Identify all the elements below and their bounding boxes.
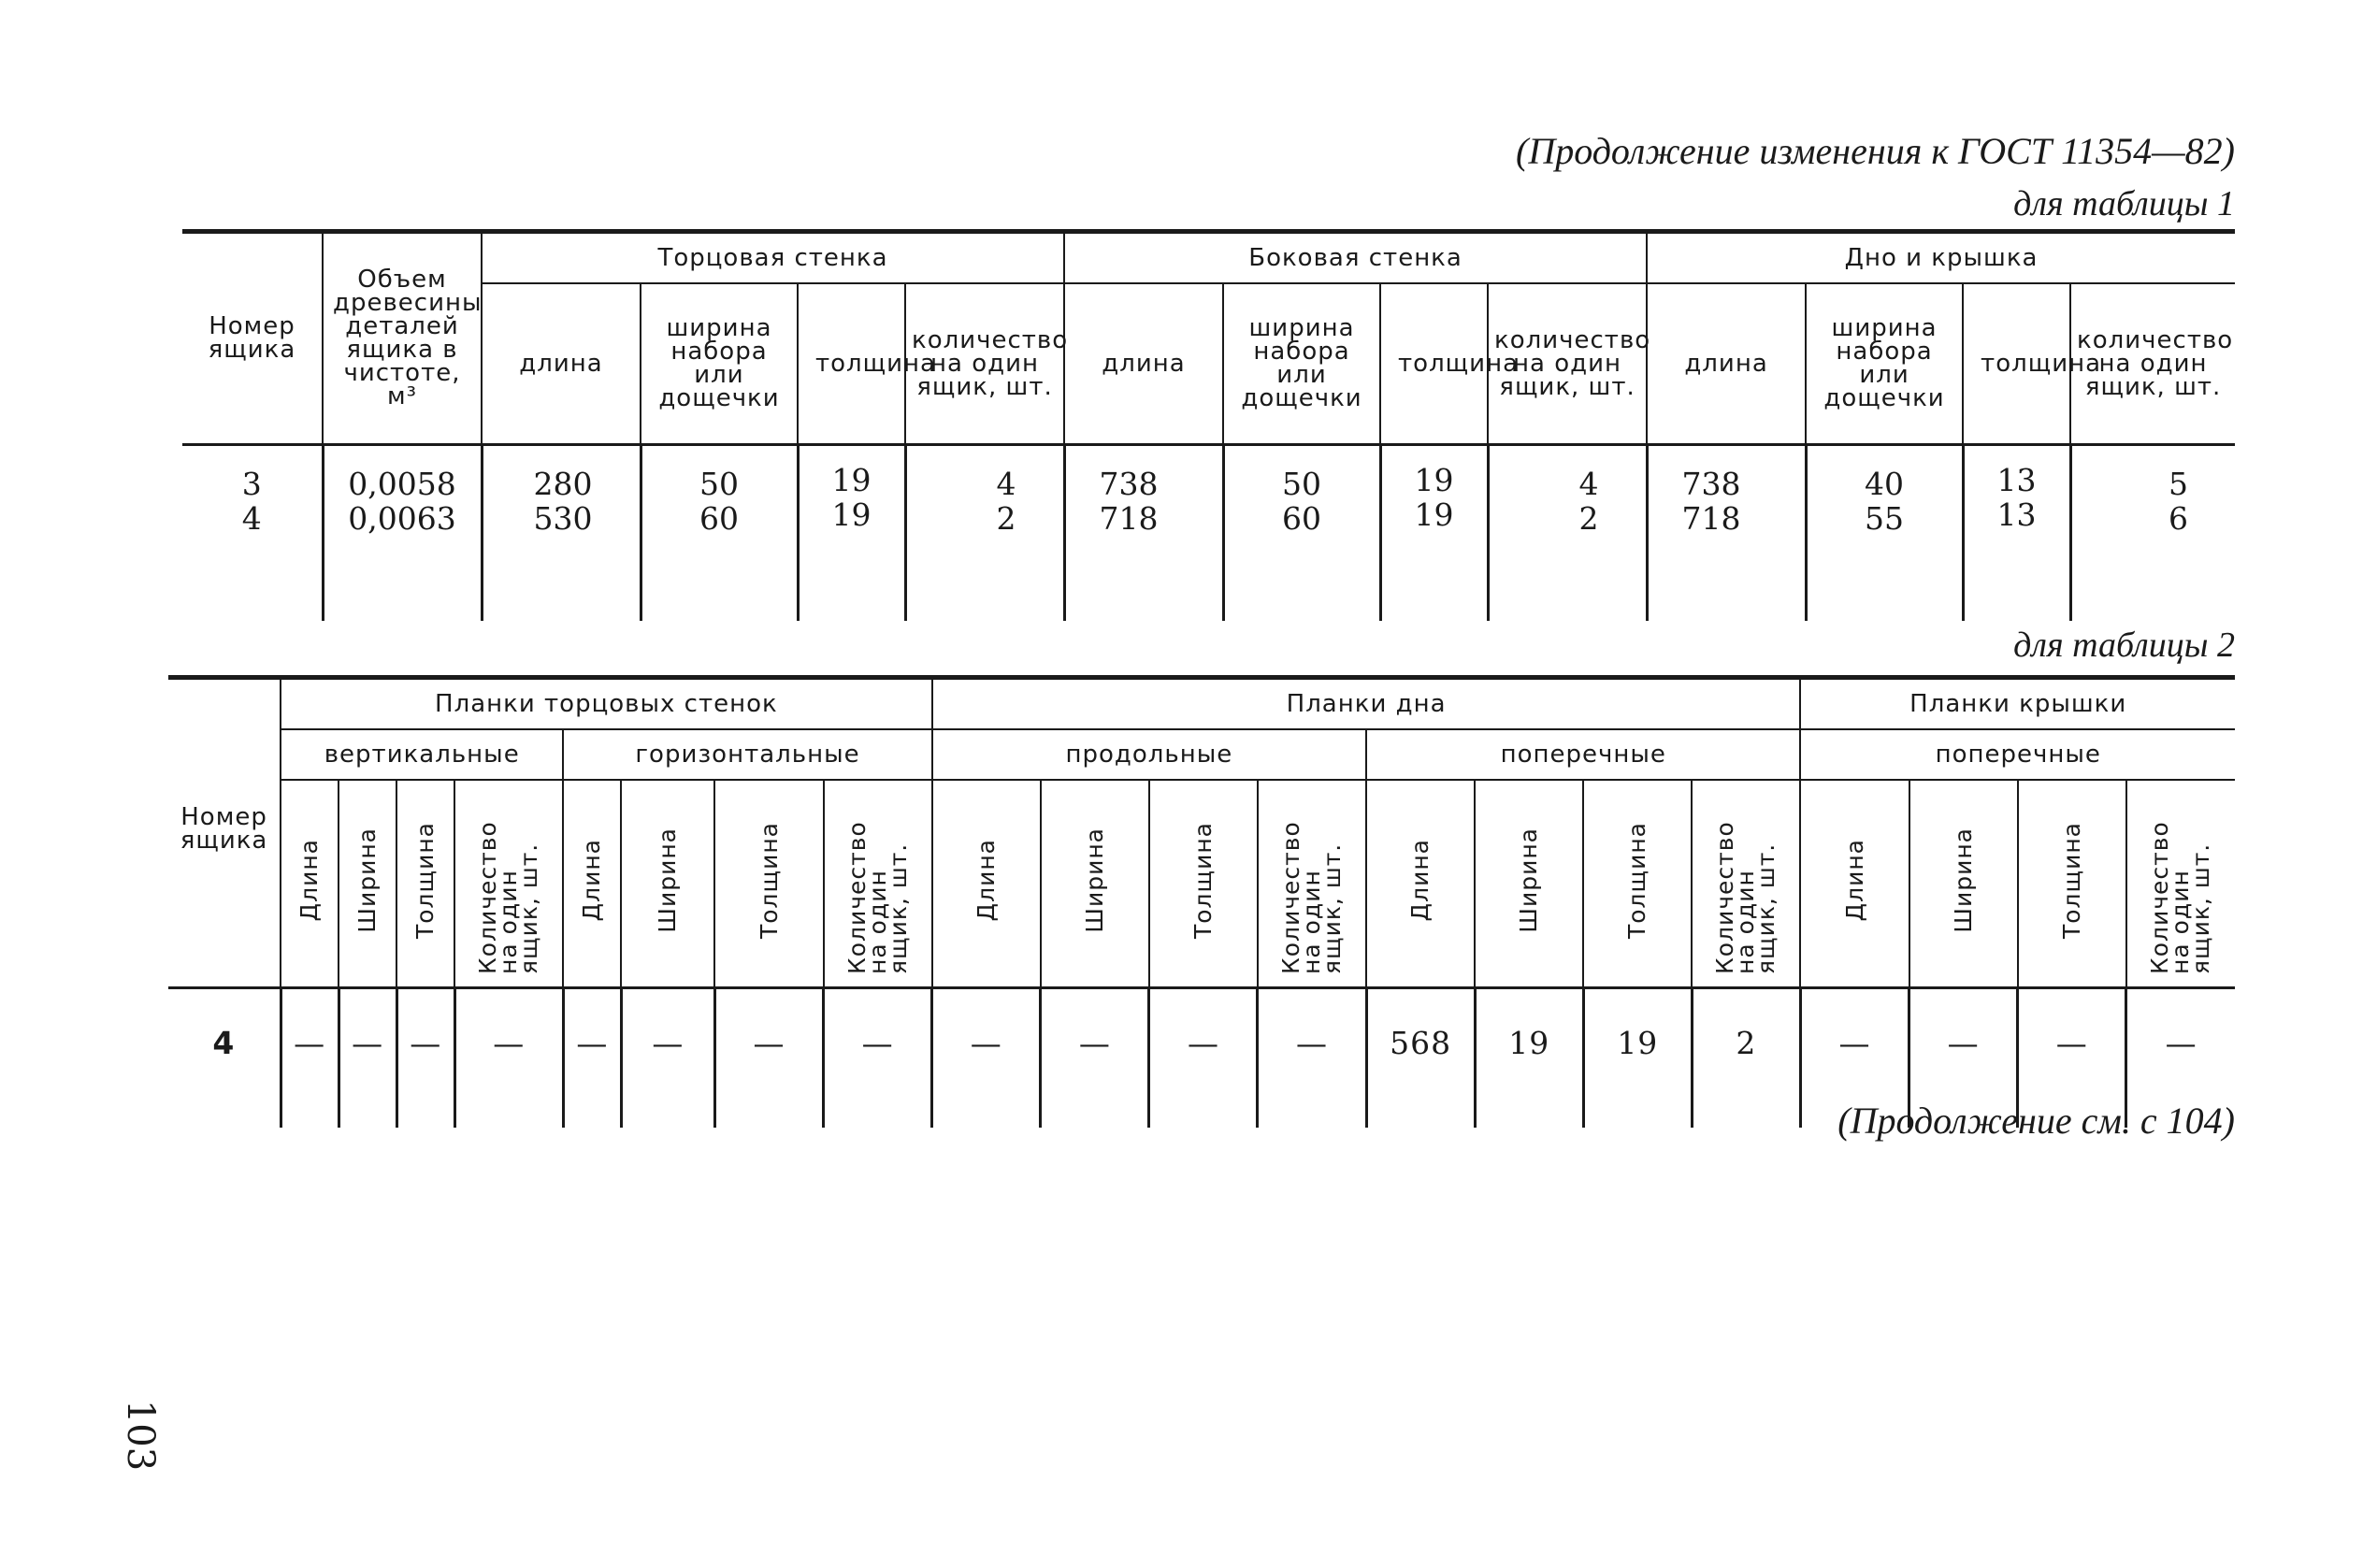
header-width: ширина набора или дощечки bbox=[1806, 283, 1963, 445]
header-length: длина bbox=[482, 283, 641, 445]
leaf-length: Длина bbox=[1406, 839, 1434, 922]
leaf-thickness: Толщина bbox=[411, 821, 439, 939]
header-quantity: количество на один ящик, шт. bbox=[2070, 283, 2235, 445]
cell-end-width: 50 60 bbox=[641, 445, 798, 622]
cell-side-length: 738 718 bbox=[1064, 445, 1223, 622]
cell-value: — bbox=[2018, 988, 2126, 1129]
leaf-thickness: Толщина bbox=[1623, 821, 1651, 939]
table1 bbox=[182, 229, 2235, 621]
leaf-width: Ширина bbox=[353, 827, 382, 933]
cell-side-quantity: 4 2 bbox=[1488, 445, 1647, 622]
leaf-quantity: Количество на один ящик, шт. bbox=[2146, 820, 2215, 974]
leaf-thickness: Толщина bbox=[2057, 821, 2085, 939]
cell-value: — bbox=[454, 988, 563, 1129]
page-number: 103 bbox=[119, 1399, 162, 1472]
group-end-wall: Торцовая стенка bbox=[482, 232, 1064, 284]
table1-caption: для таблицы 1 bbox=[2013, 184, 2235, 223]
cell-value: 19 bbox=[1475, 988, 1583, 1129]
leaf-thickness: Толщина bbox=[1189, 821, 1217, 939]
subgroup-vertical: вертикальные bbox=[281, 729, 563, 780]
cell-bottom-width: 40 55 bbox=[1806, 445, 1963, 622]
leaf-length: Длина bbox=[972, 839, 1000, 922]
header-box-number: Номер ящика bbox=[208, 312, 296, 364]
cell-value: — bbox=[1041, 988, 1149, 1129]
cell-box-number: 4 bbox=[212, 1025, 236, 1061]
cell-value: — bbox=[281, 988, 339, 1129]
cell-end-length: 280 530 bbox=[482, 445, 641, 622]
header-length: длина bbox=[1064, 283, 1223, 445]
leaf-length: Длина bbox=[1840, 839, 1868, 922]
header-quantity: количество на один ящик, шт. bbox=[905, 283, 1064, 445]
cell-box-number: 3 4 bbox=[241, 466, 262, 537]
cell-value: — bbox=[2126, 988, 2235, 1129]
cell-bottom-length: 738 718 bbox=[1647, 445, 1806, 622]
leaf-width: Ширина bbox=[1515, 827, 1543, 933]
continuation-footer: (Продолжение см. с 104) bbox=[1837, 1100, 2235, 1142]
subgroup-horizontal: горизонтальные bbox=[563, 729, 931, 780]
table2-caption: для таблицы 2 bbox=[2013, 626, 2235, 665]
leaf-width: Ширина bbox=[654, 827, 682, 933]
header-box-number: Номер ящика bbox=[180, 803, 268, 855]
subgroup-transverse: поперечные bbox=[1366, 729, 1800, 780]
leaf-length: Длина bbox=[295, 839, 324, 922]
group-lid-strips: Планки крышки bbox=[1800, 678, 2235, 730]
subgroup-longitudinal: продольные bbox=[932, 729, 1366, 780]
header-thickness: толщина bbox=[1963, 283, 2070, 445]
cell-side-thickness: 19 19 bbox=[1380, 445, 1488, 622]
cell-end-thickness: 19 19 bbox=[798, 445, 905, 622]
cell-value: — bbox=[1909, 988, 2018, 1129]
subgroup-lid-transverse: поперечные bbox=[1800, 729, 2235, 780]
cell-value: 568 bbox=[1366, 988, 1475, 1129]
cell-value: — bbox=[1800, 988, 1909, 1129]
cell-value: — bbox=[1149, 988, 1258, 1129]
cell-end-quantity: 4 2 bbox=[905, 445, 1064, 622]
cell-bottom-thickness: 13 13 bbox=[1963, 445, 2070, 622]
cell-value: — bbox=[621, 988, 714, 1129]
table2 bbox=[168, 675, 2235, 1128]
group-bottom-lid: Дно и крышка bbox=[1647, 232, 2235, 284]
leaf-quantity: Количество на один ящик, шт. bbox=[474, 820, 543, 974]
cell-value: — bbox=[563, 988, 621, 1129]
header-thickness: толщина bbox=[1380, 283, 1488, 445]
cell-value: — bbox=[932, 988, 1041, 1129]
table-row bbox=[182, 445, 2235, 622]
cell-value: — bbox=[824, 988, 932, 1129]
cell-value: — bbox=[714, 988, 823, 1129]
cell-side-width: 50 60 bbox=[1223, 445, 1380, 622]
header-quantity: количество на один ящик, шт. bbox=[1488, 283, 1647, 445]
cell-value: — bbox=[396, 988, 454, 1129]
header-width: ширина набора или дощечки bbox=[641, 283, 798, 445]
cell-value: 19 bbox=[1583, 988, 1692, 1129]
cell-value: 2 bbox=[1692, 988, 1800, 1129]
leaf-quantity: Количество на один ящик, шт. bbox=[1277, 820, 1347, 974]
group-side-wall: Боковая стенка bbox=[1064, 232, 1647, 284]
leaf-quantity: Количество на один ящик, шт. bbox=[843, 820, 912, 974]
group-bottom-strips: Планки дна bbox=[932, 678, 1801, 730]
leaf-quantity: Количество на один ящик, шт. bbox=[1711, 820, 1780, 974]
leaf-width: Ширина bbox=[1080, 827, 1108, 933]
leaf-width: Ширина bbox=[1949, 827, 1977, 933]
header-thickness: толщина bbox=[798, 283, 905, 445]
leaf-length: Длина bbox=[578, 839, 606, 922]
cell-value: — bbox=[339, 988, 396, 1129]
cell-bottom-quantity: 5 6 bbox=[2070, 445, 2235, 622]
leaf-thickness: Толщина bbox=[755, 821, 783, 939]
header-length: длина bbox=[1647, 283, 1806, 445]
continuation-header: (Продолжение изменения к ГОСТ 11354—82) bbox=[1516, 130, 2235, 172]
header-width: ширина набора или дощечки bbox=[1223, 283, 1380, 445]
group-end-strips: Планки торцовых стенок bbox=[281, 678, 932, 730]
header-volume: Объем древесины деталей ящика в чистоте, м³ bbox=[323, 232, 482, 445]
cell-value: — bbox=[1258, 988, 1366, 1129]
cell-volume: 0,0058 0,0063 bbox=[323, 445, 482, 622]
